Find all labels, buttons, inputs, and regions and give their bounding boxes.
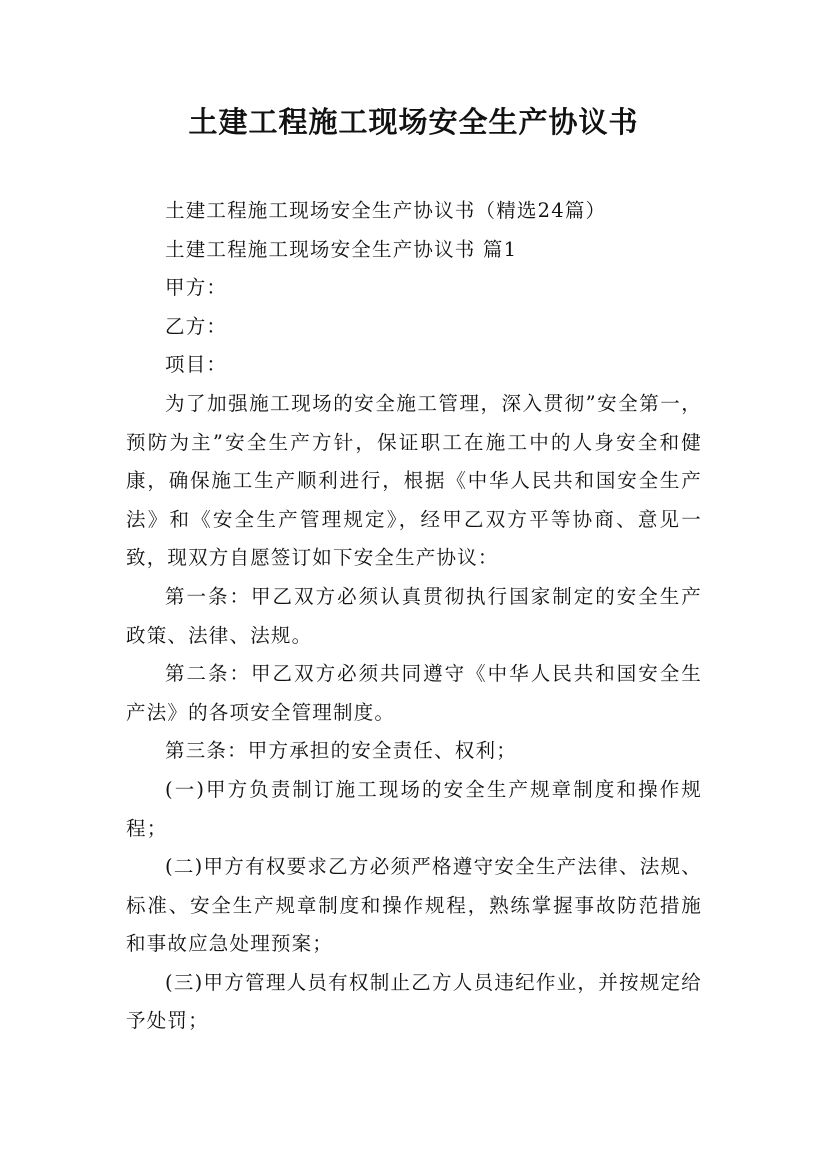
document-body	[126, 192, 702, 1041]
paragraph-party-a: 甲方：	[165, 276, 228, 300]
paragraph-item-1: (一)甲方负责制订施工现场的安全生产规章制度和操作规程；	[126, 777, 702, 840]
paragraph-item-3: (三)甲方管理人员有权制止乙方人员违纪作业，并按规定给予处罚；	[126, 970, 702, 1033]
paragraph-preamble: 为了加强施工现场的安全施工管理，深入贯彻”安全第一，预防为主”安全生产方针，保证职工在施工中的人身安全和健康，确保施工生产顺利进行，根据《中华人民共和国安全生产法》和《安全生产管理规定》，经甲乙双方平等协商、意见一致，现双方自愿签订如下安全生产协议：	[126, 391, 702, 570]
paragraph-article-3: 第三条：甲方承担的安全责任、权利；	[165, 739, 517, 763]
paragraph-article-1: 第一条：甲乙双方必须认真贯彻执行国家制定的安全生产政策、法律、法规。	[126, 584, 702, 647]
document-title: 土建工程施工现场安全生产协议书	[188, 105, 639, 139]
paragraph-party-b: 乙方：	[165, 314, 228, 338]
paragraph-article-2: 第二条：甲乙双方必须共同遵守《中华人民共和国安全生产法》的各项安全管理制度。	[126, 662, 702, 724]
paragraph-item-2: (二)甲方有权要求乙方必须严格遵守安全生产法律、法规、标准、安全生产规章制度和操作规程，熟练掌握事故防范措施和事故应急处理预案；	[126, 855, 702, 956]
paragraph-subtitle: 土建工程施工现场安全生产协议书（精选24篇）	[165, 199, 607, 222]
paragraph-section-heading: 土建工程施工现场安全生产协议书 篇1	[165, 237, 518, 261]
paragraph-project: 项目：	[165, 353, 228, 377]
